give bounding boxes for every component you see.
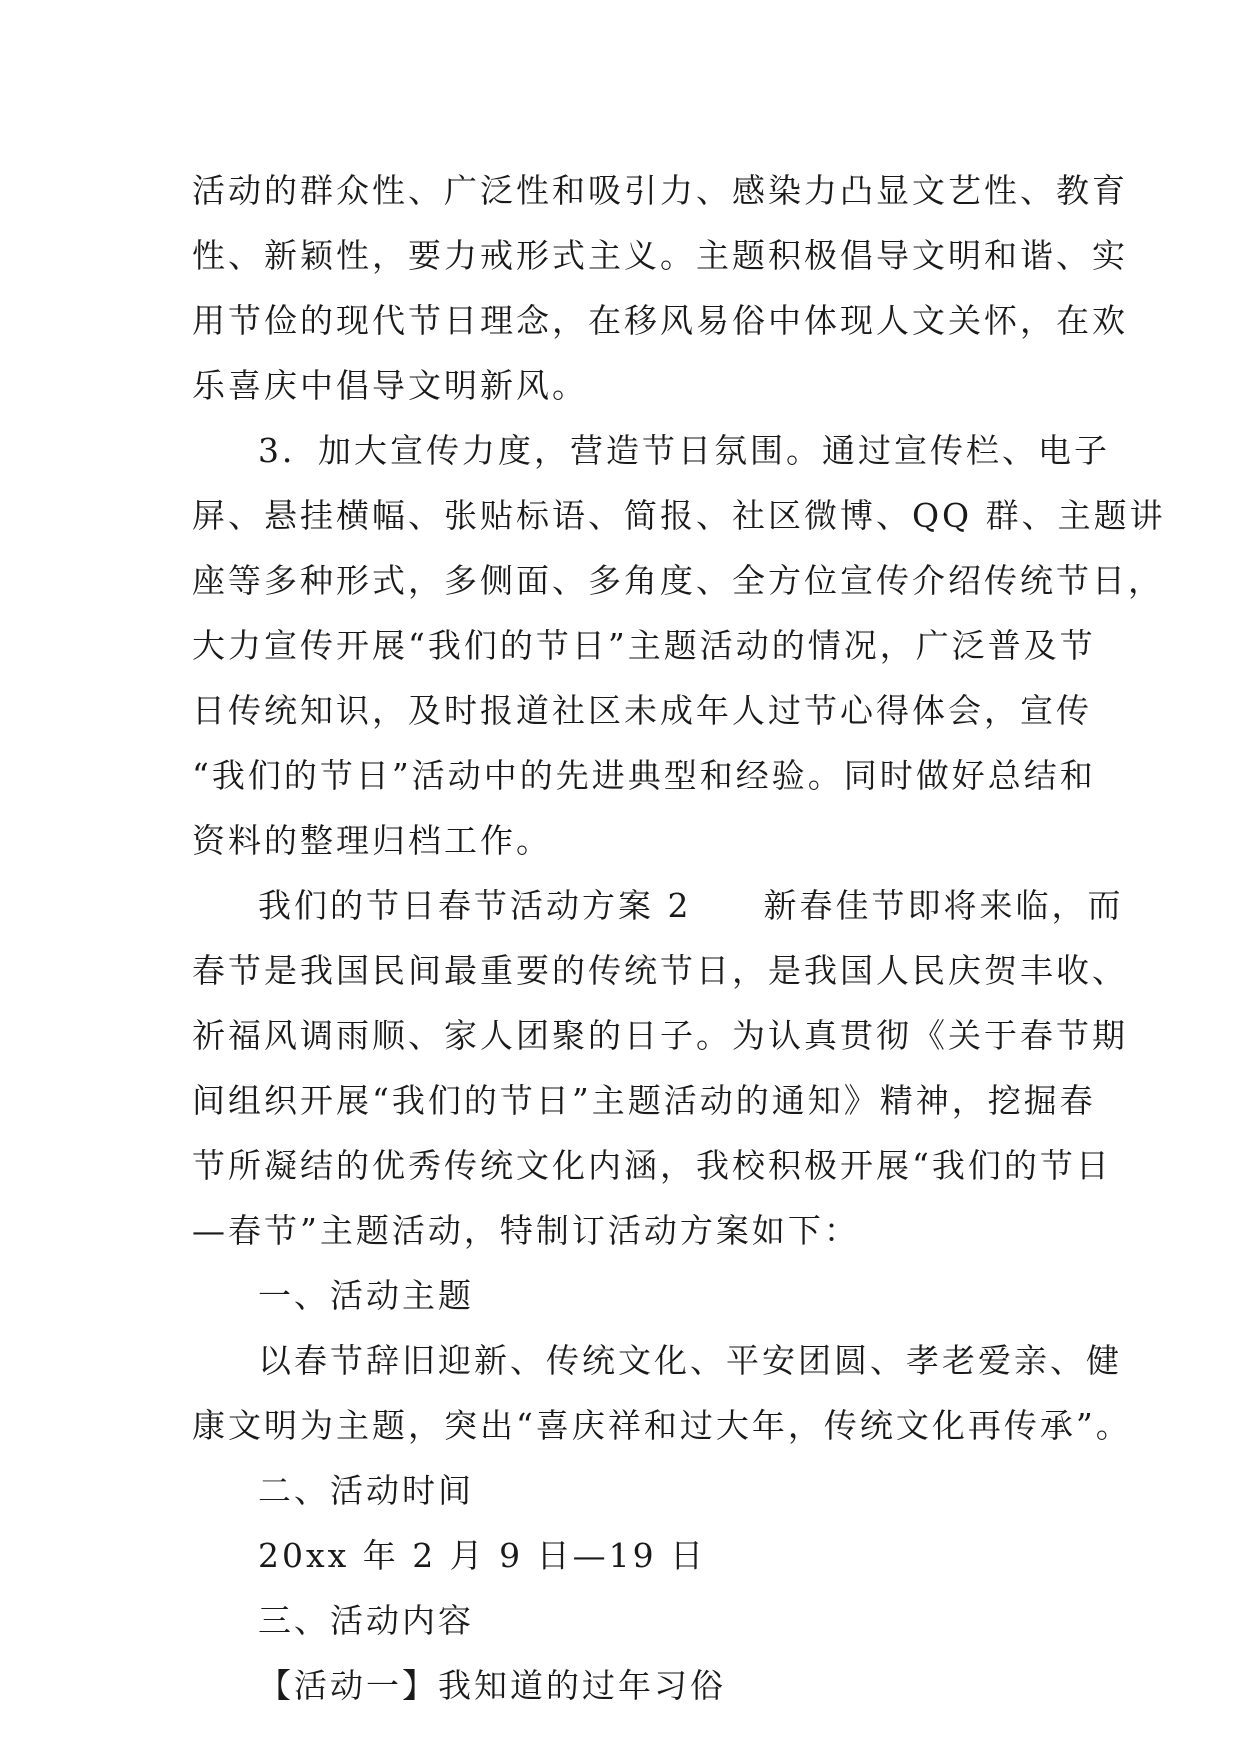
text-line: 活动的群众性、广泛性和吸引力、感染力凸显文艺性、教育 <box>192 171 1128 210</box>
section-heading-line: 我们的节日春节活动方案 2 新春佳节即将来临，而 <box>258 886 1124 925</box>
activity-heading: 【活动一】我知道的过年习俗 <box>258 1666 726 1705</box>
text-line: 节所凝结的优秀传统文化内涵，我校积极开展“我们的节日 <box>192 1146 1112 1185</box>
date-range-line: 20xx 年 2 月 9 日—19 日 <box>258 1536 707 1575</box>
text-line: 3．加大宣传力度，营造节日氛围。通过宣传栏、电子 <box>258 431 1110 470</box>
document-body <box>192 158 1166 1718</box>
text-line: 康文明为主题，突出“喜庆祥和过大年，传统文化再传承”。 <box>192 1406 1132 1445</box>
text-line: 性、新颖性，要力戒形式主义。主题积极倡导文明和谐、实 <box>192 236 1128 275</box>
text-line: 春节是我国民间最重要的传统节日，是我国人民庆贺丰收、 <box>192 951 1128 990</box>
text-line: 间组织开展“我们的节日”主题活动的通知》精神，挖掘春 <box>192 1081 1096 1120</box>
text-line: —春节”主题活动，特制订活动方案如下： <box>192 1211 860 1250</box>
section-heading: 二、活动时间 <box>258 1471 474 1510</box>
text-line: 乐喜庆中倡导文明新风。 <box>192 366 588 405</box>
text-line: 资料的整理归档工作。 <box>192 821 552 860</box>
section-heading: 三、活动内容 <box>258 1601 474 1640</box>
text-line: “我们的节日”活动中的先进典型和经验。同时做好总结和 <box>192 756 1096 795</box>
text-line: 屏、悬挂横幅、张贴标语、简报、社区微博、QQ 群、主题讲 <box>192 496 1166 535</box>
text-line: 祈福风调雨顺、家人团聚的日子。为认真贯彻《关于春节期 <box>192 1016 1128 1055</box>
section-heading: 一、活动主题 <box>258 1276 474 1315</box>
text-line: 座等多种形式，多侧面、多角度、全方位宣传介绍传统节日， <box>192 561 1164 600</box>
text-line: 用节俭的现代节日理念，在移风易俗中体现人文关怀，在欢 <box>192 301 1128 340</box>
text-line: 以春节辞旧迎新、传统文化、平安团圆、孝老爱亲、健 <box>258 1341 1122 1380</box>
text-line: 日传统知识，及时报道社区未成年人过节心得体会，宣传 <box>192 691 1092 730</box>
text-line: 大力宣传开展“我们的节日”主题活动的情况，广泛普及节 <box>192 626 1096 665</box>
